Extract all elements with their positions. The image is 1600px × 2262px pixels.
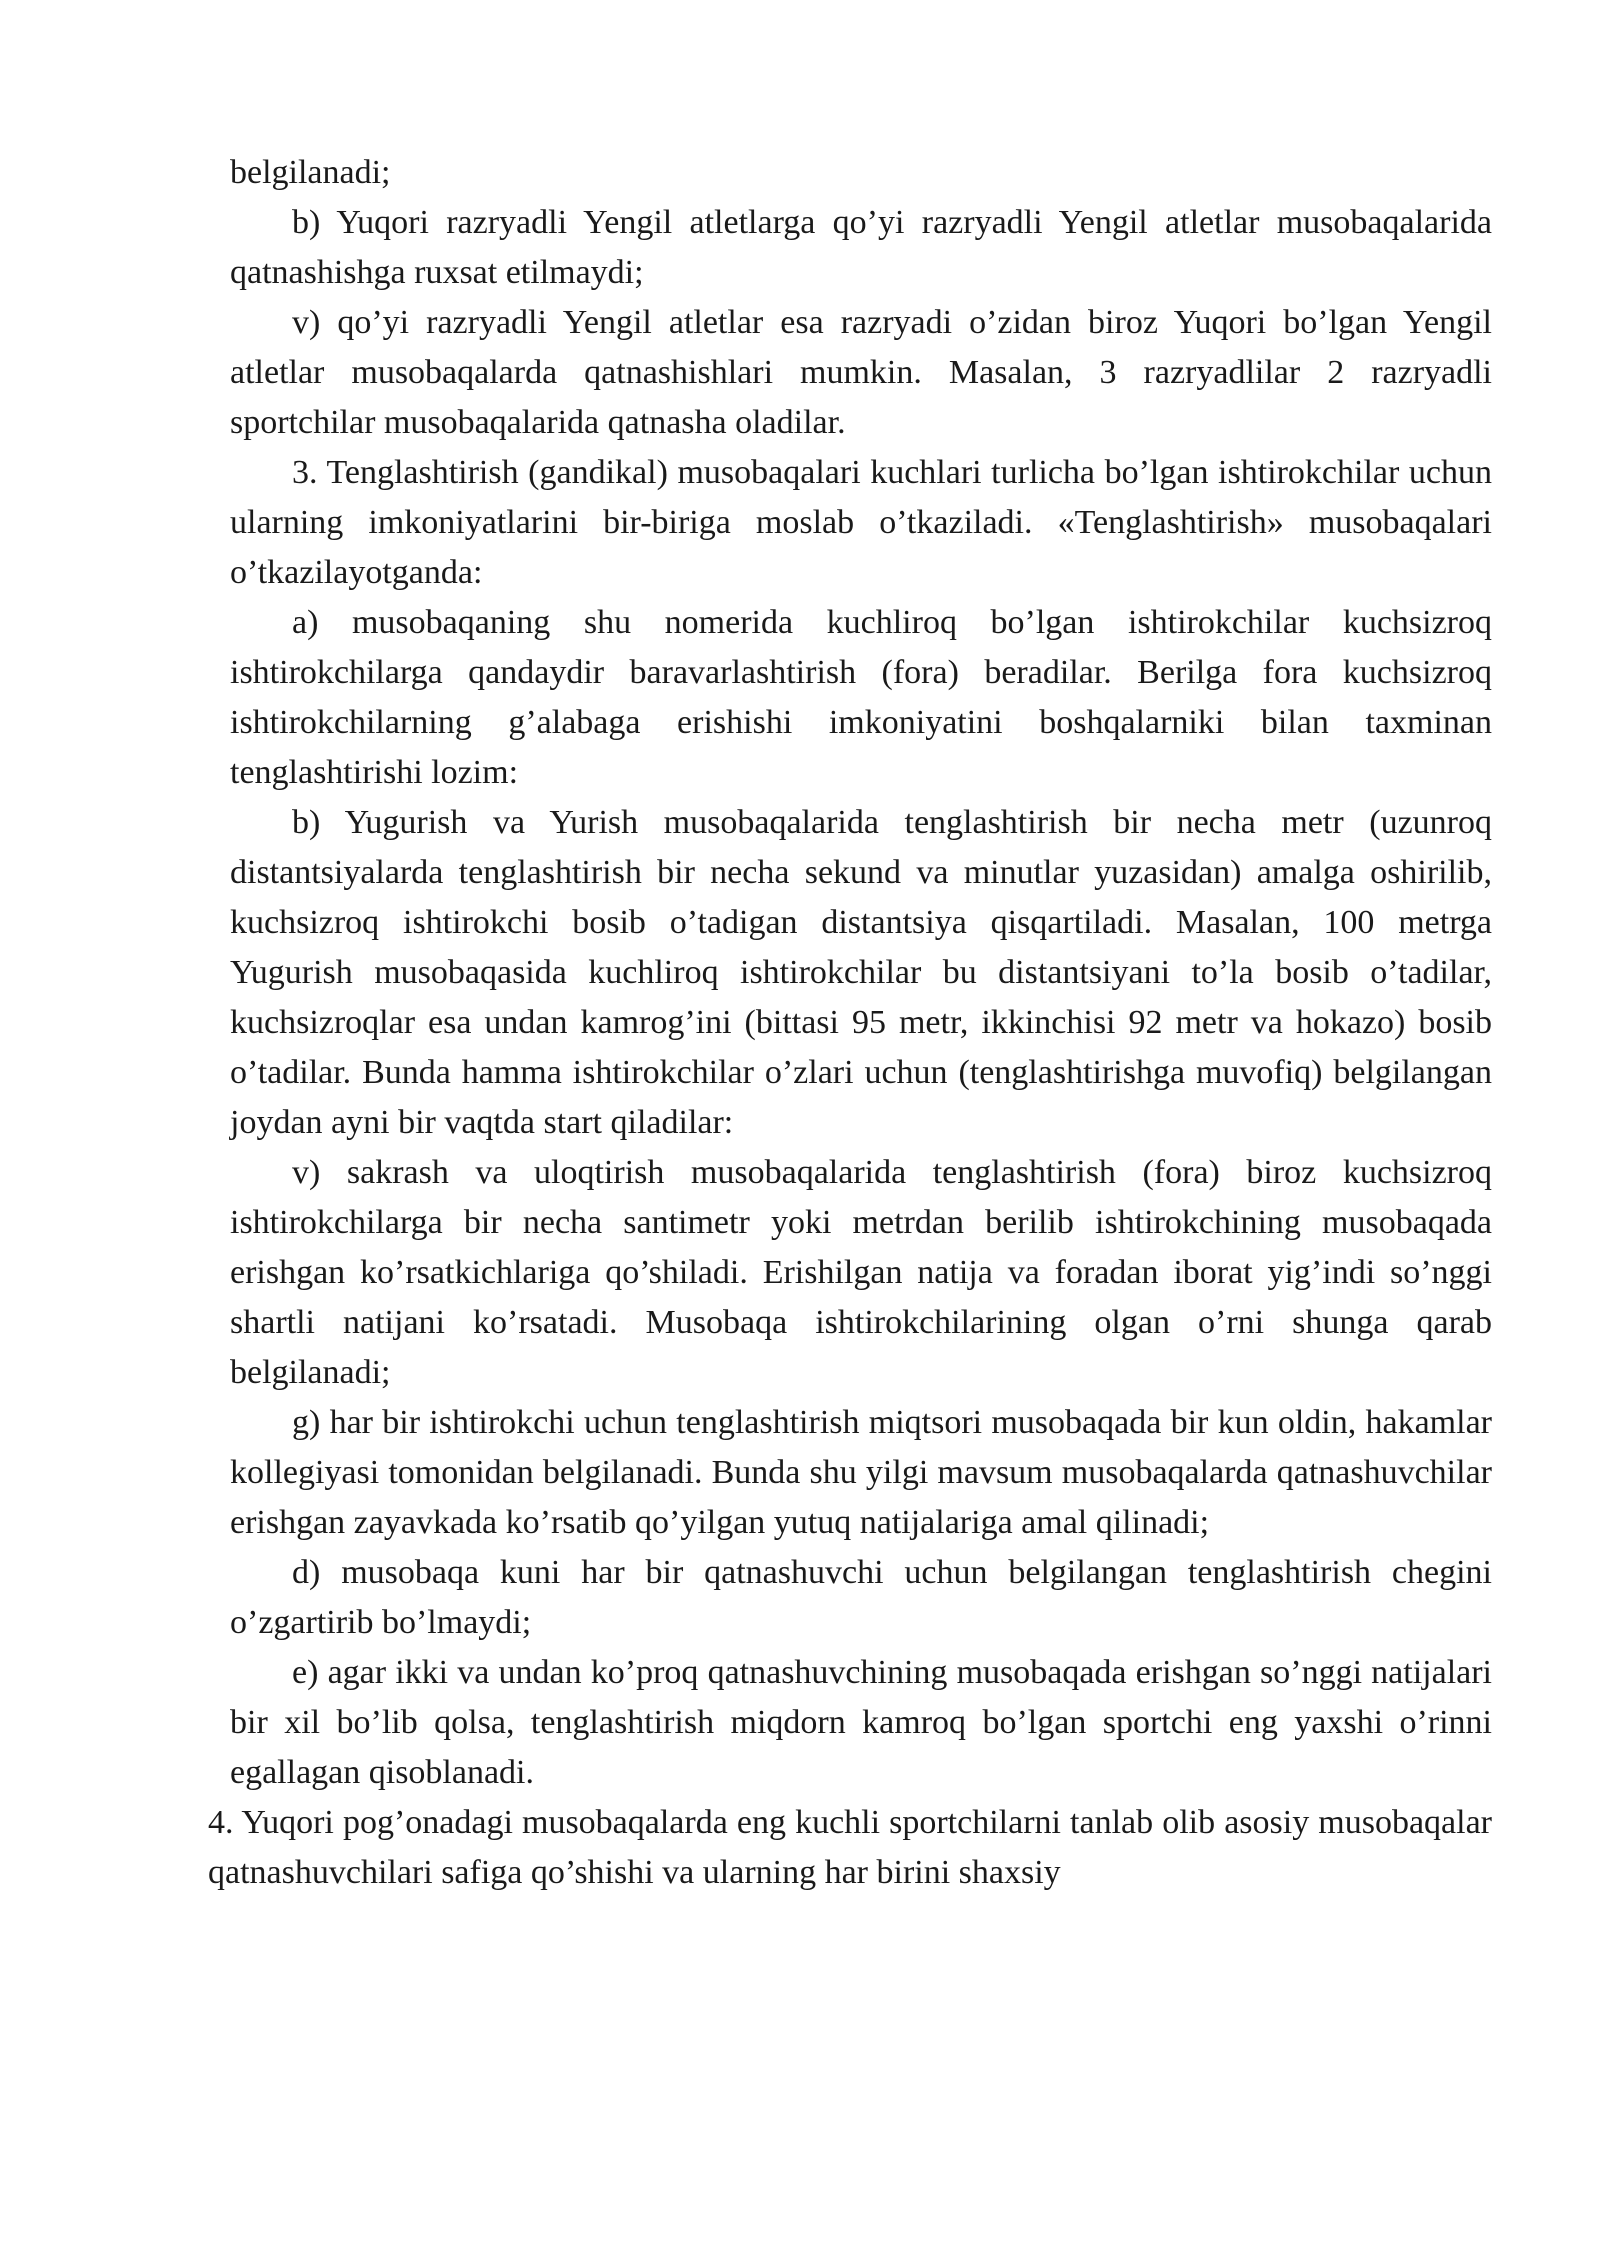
paragraph-item-g-miqtsor: g) har bir ishtirokchi uchun tenglashtirish miqtsori musobaqada bir kun oldin, hakamlar kollegiyasi tomonidan belgilanadi. Bunda shu yilgi mavsum musobaqalarda qatnashuvchilar erishgan zayavkada ko’rsatib qo’yilgan yutuq natijalariga amal qilinadi; (230, 1404, 1492, 1541)
paragraph-item-v-razryad: v) qo’yi razryadli Yengil atletlar esa razryadi o’zidan biroz Yuqori bo’lgan Yengil atletlar musobaqalarda qatnashishlari mumkin. Masalan, 3 razryadlilar 2 razryadli sportchilar musobaqalarida qatnasha oladilar. (230, 304, 1492, 441)
paragraph-item-a-fora: a) musobaqaning shu nomerida kuchliroq bo’lgan ishtirokchilar kuchsizroq ishtirokchilarga qandaydir baravarlashtirish (fora) beradilar. Berilga fora kuchsizroq ishtirokchilarning g’alabaga erishishi imkoniyatini boshqalarniki bilan taxminan tenglashtirishi lozim: (230, 604, 1492, 791)
paragraph-section-4: 4. Yuqori pog’onadagi musobaqalarda eng kuchli sportchilarni tanlab olib asosiy musobaqalar qatnashuvchilari safiga qo’shishi va ularning har birini shaxsiy (208, 1804, 1492, 1891)
paragraph-item-b-yugurish: b) Yugurish va Yurish musobaqalarida tenglashtirish bir necha metr (uzunroq distantsiyalarda tenglashtirish bir necha sekund va minutlar yuzasidan) amalga oshirilib, kuchsizroq ishtirokchi bosib o’tadigan distantsiya qisqartiladi. Masalan, 100 metrga Yugurish musobaqasida kuchliroq ishtirokchilar bu distantsiyani to’la bosib o’tadilar, kuchsizroqlar esa undan kamrog’ini (bittasi 95 metr, ikkinchisi 92 metr va hokazo) bosib o’tadilar. Bunda hamma ishtirokchilar o’zlari uchun (tenglashtirishga muvofiq) belgilangan joydan ayni bir vaqtda start qiladilar: (230, 804, 1492, 1141)
paragraph-item-b-razryad: b) Yuqori razryadli Yengil atletlarga qo’yi razryadli Yengil atletlar musobaqalarida qatnashishga ruxsat etilmaydi; (230, 204, 1492, 291)
paragraph-item-v-sakrash: v) sakrash va uloqtirish musobaqalarida tenglashtirish (fora) biroz kuchsizroq ishtirokchilarga bir necha santimetr yoki metrdan berilib ishtirokchining musobaqada erishgan ko’rsatkichlariga qo’shiladi. Erishilgan natija va foradan iborat yig’indi so’nggi shartli natijani ko’rsatadi. Musobaqa ishtirokchilarining olgan o’rni shunga qarab belgilanadi; (230, 1154, 1492, 1391)
paragraph-item-d-cheg: d) musobaqa kuni har bir qatnashuvchi uchun belgilangan tenglashtirish chegini o’zgartirib bo’lmaydi; (230, 1554, 1492, 1641)
paragraph-continuation: belgilanadi; (230, 154, 391, 191)
paragraph-section-3: 3. Tenglashtirish (gandikal) musobaqalari kuchlari turlicha bo’lgan ishtirokchilar uchun ularning imkoniyatlarini bir-biriga moslab o’tkaziladi. «Tenglashtirish» musobaqalari o’tkazilayotganda: (230, 454, 1492, 591)
document-body (208, 148, 1492, 1898)
paragraph-item-e-natija: e) agar ikki va undan ko’proq qatnashuvchining musobaqada erishgan so’nggi natijalari bir xil bo’lib qolsa, tenglashtirish miqdorn kamroq bo’lgan sportchi eng yaxshi o’rinni egallagan qisoblanadi. (230, 1654, 1492, 1791)
